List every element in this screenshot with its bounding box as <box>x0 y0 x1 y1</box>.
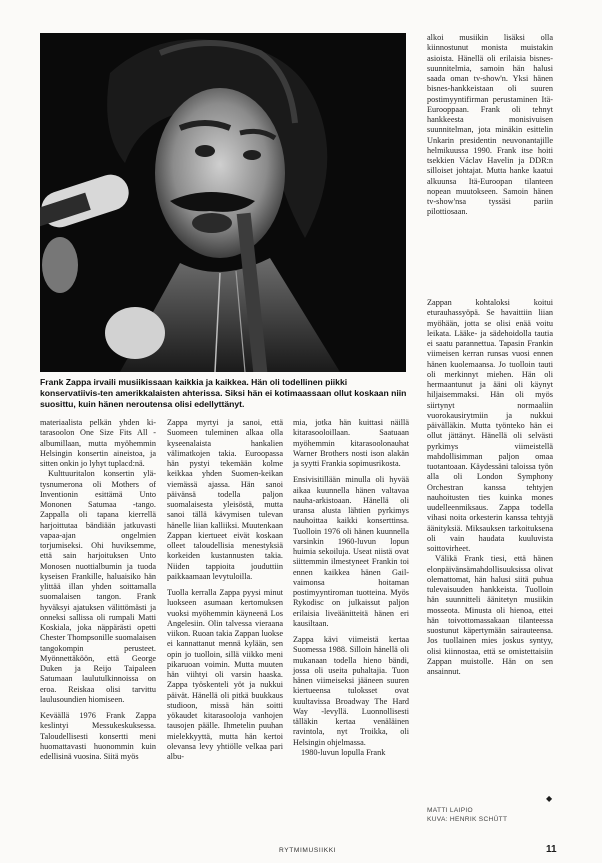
paragraph: Zappa myrtyi ja sanoi, että Suomeen tuleminen alkaa olla kyseenalaista hankalien välimatkojen takia. Euroopassa hän pystyi tekemään kolme keikkaa yhden Suomen-keikan viemässä ajassa. Hän sanoi päivänsä todella paljon suomalaisesta yleisöstä, mutta sanoi tällä kävymisen tulevan hänelle liian kalliiksi. Muutenkaan Zappan kiertueet eivät koskaan olleet taloudellisia menestyksiä korkeiden kustannusten takia. Niiden tappioita jouduttiin paikkaamaan levytuloilla. <box>167 418 283 581</box>
paragraph: Tuolla kerralla Zappa pyysi minut luokseen asumaan kertomuksen vuoksi myöhemmin käyneenä Los Angelesiin. Olin talvessa vieraana viikon. Ruoan takia Zappan luokse ei kannattanut mennä kylään, sen opin jo tuolloin, sillä viikko meni pikaruoan voimin. Mutta muuten hän viihtyi oli varsin haaska. Zappa työskenteli yöt ja nukkui päivät. Hänellä oli pitkä buukkaus studioon, missä hän soitti yökaudet kitarasooloja vanhojen tausojen päälle. Ihmetelin puuhan mielekkyyttä, mutta hän kertoi olevansa levy yhtiölle velkaa pari albu- <box>167 588 283 761</box>
author-name: MATTI LAIPIO <box>427 807 473 814</box>
byline <box>427 806 507 824</box>
page-number: 11 <box>546 844 557 855</box>
paragraph: Kulttuuritalon konsertin ylä-tysnumerona oli Mothers of Inventionin esittämä Unto Mononen Satumaa -tango. Zappalla oli tapana kierrellä harjoittutaa bändiään jatkuvasti vapaa-ajan ongelmien torjumiseksi. Ohi huviksemme, että sain harjoituksen Unto Monosen nuottialbumin ja tuoda kyseisen Frankille, haluaisiko hän ylittää illan yhden soittamalla suomalaisen tangon. Frank hyväksyi ajatuksen välittömästi ja onneksi sallissa oli rumpali Matti Koskiala, joka näppärästi opetti Chester Thompsonille suomalaisen tangokompin perusteet. Myönnettäköön, että George Duken ja Reijo Taipaleen Satumaan laulutulkinnoissa on eroa. Reiskaa olisi tarvittu laulusoundien hiomiseen. <box>40 469 156 704</box>
magazine-name: RYTMIMUSIIKKI <box>279 847 337 854</box>
article-column-1 <box>40 418 156 762</box>
paragraph: mia, jotka hän kuittasi näillä kitarasooloillaan. Saatuaan myöhemmin kitarasoolonauhat Warner Brothers nosti ison alakän ja syytti Frankia sopimusrikosta. <box>293 418 409 468</box>
frank-zappa-photo <box>40 33 406 372</box>
article-column-5 <box>427 298 553 677</box>
concert-photo <box>40 33 406 372</box>
article-column-3 <box>293 418 409 758</box>
paragraph: Zappa kävi viimeistä kertaa Suomessa 1988. Silloin hänellä oli mukanaan todella hieno bändi, jossa oli useita puhaltajia. Tuon hänen viimeiseksi jääneen suuren kiertueensa tuloksset ovat kuultavissa Broadway The Hard Way -levyllä. Luonnollisesti tälläkin kertaa venäläinen ravintola, nyt Troikka, oli Helsingin ohjelmassa. <box>293 635 409 747</box>
paragraph: Välikä Frank tiesi, että hänen elonpäivänsämahdollisuuksissa olivat olemattomat, hän halusi siitä puhua tulevaisuuden hankkeista. Tuolloin hän suunnitteli äänitetyn musiikin mosseota. Minusta oli hienoa, ettei hän toivottomassakaan tilanteessa suostunut käpertymään sairauteensa. Jos tuollainen mies joskus syntyy, olisi kiinnostaa, että se omistettaisiin Zappan muistolle. Hän on sen ansainnut. <box>427 554 553 676</box>
paragraph: alkoi musiikin lisäksi olla kiinnostunut monista muistakin asioista. Hänellä oli erilaisia bisnes-suunnitelmia, samoin hän halusi saada oman tv-show'n. Yksi hänen bisnes-hankkeistaan oli suuren postimyyntifirman perustaminen Itä-Eurooppaan. Frank oli tehnyt hankkeesta monisivuisen suunnitelman, jota minäkin esittelin Unkarin presidentin neuvonantajille helmikuussa 1990. Frank itse hoiti tsekkien Václav Havelin ja DDR:n silloiset johtajat. Mutta hanke kaatui alkuunsa Itä-Euroopan tilanteen nopean muutokseen. Samoin hänen tv-show'nsa tyssäsi pariin pilottiosaan. <box>427 33 553 217</box>
paragraph: materiaalista pelkän yhden ki-tarasoolon One Size Fits All -albumillaan, mutta myöhemmin Helsingin konsertin aineistoa, ja sitten onkin jo lyhyt tuplacd:nä. <box>40 418 156 468</box>
article-column-2 <box>167 418 283 762</box>
paragraph: Zappan kohtaloksi koitui eturauhassyöpä. Se havaittiin liian myöhään, jotta se olisi enää voitu leikata. Lääke- ja sädehoidolla tautia ei saatu parannettua. Tapasin Frankin viimeisen kerran runsas vuosi ennen hänen kuolemaansa. Jo tuolloin tauti oli merkinnyt miehen. Hän oli hermaantunut ja ääni oli käynyt hiljaisemmaksi. Hän oli myös siirtynyt normaaliin vuorokausirytmiin ja nukkui päivälläkin. Mutta työnteko hän ei ollut jättänyt. Hänellä oli selvästi pyrkimys viimeistellä mahdollisimman paljon omaa tuotantoaan. Käydessäni taloissa työn alla oli London Symphony Orchestran kanssa tehtyjen nauhoitusten ties kuinka mones uudelleenmiksaus. Zappa todella vihasi noita orkesterin kanssa tehtyjä äänityksiä. Miksauksen tarkoituksena oli vain haudata kuuluvista soittovirheet. <box>427 298 553 553</box>
paragraph: 1980-luvun lopulla Frank <box>301 747 386 757</box>
end-mark-icon: ◆ <box>546 794 553 803</box>
photo-caption: Frank Zappa irvaili musiikissaan kaikkia ja kaikkea. Hän oli todellinen piikki konservatiivis-ten amerikkalaisten ahterissa. Siksi hän ei kotimaassaan ollut koskaan niin suosittu, kuin hänen neroutensa olisi edellyttänyt. <box>40 377 407 410</box>
article-column-4 <box>427 33 553 218</box>
paragraph: Keväällä 1976 Frank Zappa keslintyi Messukeskuksessa. Taloudellisesti konsertti meni huomattavasti huonommin kuin edellisinä vuosina. Siitä myös <box>40 711 156 761</box>
photo-credit: KUVA: HENRIK SCHÜTT <box>427 816 508 823</box>
paragraph: Ensivisitillään minulla oli hyvää aikaa kuunnella hänen valtavaa nauha-arkistoaan. Hänellä oli uransa alusta lähtien pyrkimys nauhoittaa kaikki konserttinsa. Tuolloin 1976 oli hänen kuunnella varsinkin 1960-luvun lopun huimia sekoiluja. Useat niistä ovat siittemmin ilmestyneet Frankin toi ennen kaikkea hänen Gail-vaimonsa hoitaman postimyyntiroman tuotteina. Myös Rykodisc on julkaissut paljon erilaisia liveäänitteitä hänen eri kausiltaan. <box>293 475 409 628</box>
